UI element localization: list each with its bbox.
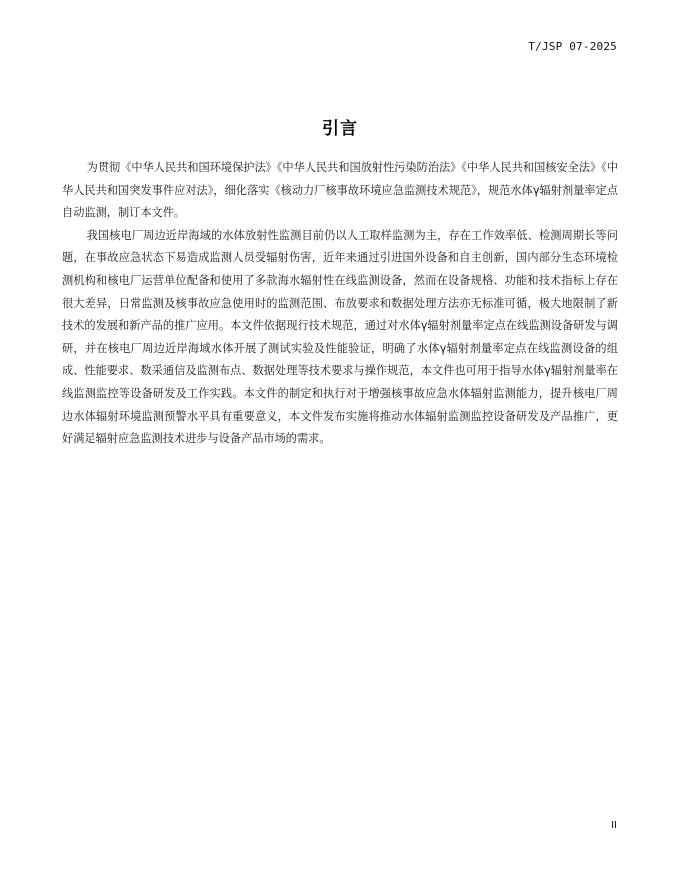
paragraph-2: 我国核电厂周边近岸海域的水体放射性监测目前仍以人工取样监测为主，存在工作效率低、检测周期长等问题，在事故应急状态下易造成监测人员受辐射伤害，近年来通过引进国外设备和自主创新，国内部分生态环境检测机构和核电厂运营单位配备和使用了多款海水辐射性在线监测设备，然而在设备规格、功能和技术指标上存在很大差异，日常监测及核事故应急使用时的监测范围、布放要求和数据处理方法亦无标准可循，极大地限制了新技术的发展和新产品的推广应用。本文件依据现行技术规范，通过对水体γ辐射剂量率定点在线监测设备研发与调研，并在核电厂周边近岸海域水体开展了测试实验及性能验证，明确了水体γ辐射剂量率定点在线监测设备的组成、性能要求、数采通信及监测布点、数据处理等技术要求与操作规范，本文件也可用于指导水体γ辐射剂量率在线监测监控等设备研发及工作实践。本文件的制定和执行对于增强核事故应急水体辐射监测能力，提升核电厂周边水体辐射环境监测预警水平具有重要意义，本文件发布实施将推动水体辐射监测监控设备研发及产品推广，更好满足辐射应急监测技术进步与设备产品市场的需求。 [62,228,618,446]
introduction-body [62,157,618,451]
page-title: 引言 [322,119,358,139]
document-code: T/JSP 07-2025 [528,40,617,53]
page-number: II [611,820,617,831]
paragraph-1: 为贯彻《中华人民共和国环境保护法》《中华人民共和国放射性污染防治法》《中华人民共和国核安全法》《中华人民共和国突发事件应对法》，细化落实《核动力厂核事故环境应急监测技术规范》，规范水体γ辐射剂量率定点自动监测，制订本文件。 [62,161,619,220]
